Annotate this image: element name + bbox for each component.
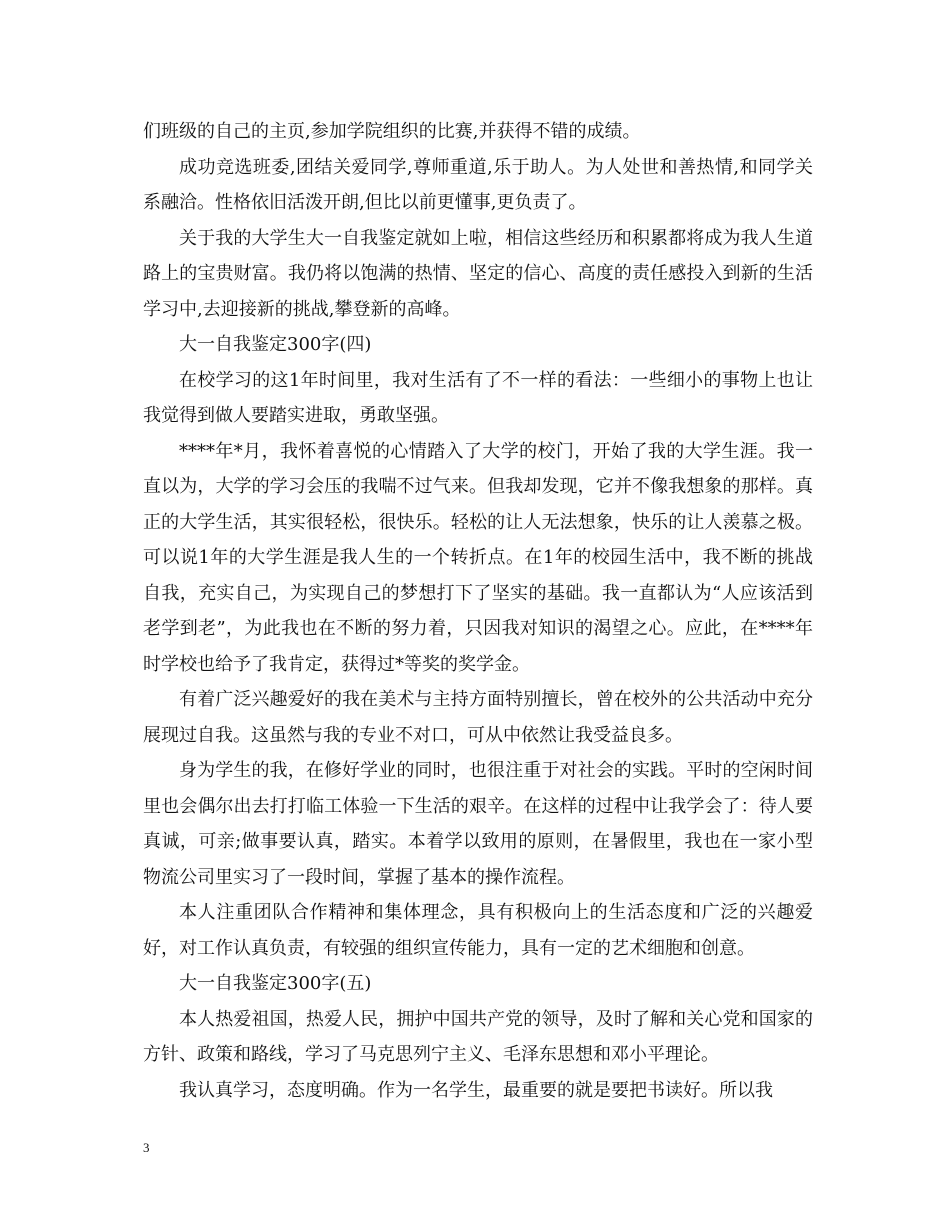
section-heading: 大一自我鉴定300字(五): [179, 973, 372, 994]
document-body: [143, 114, 813, 1108]
section-heading: 大一自我鉴定300字(四): [179, 334, 372, 355]
paragraph: 在校学习的这1年时间里，我对生活有了不一样的看法：一些细小的事物上也让我觉得到做人要踏实进取，勇敢坚强。: [143, 369, 813, 426]
page-number: 3: [143, 1140, 150, 1155]
paragraph: 本人热爱祖国，热爱人民，拥护中国共产党的领导，及时了解和关心党和国家的方针、政策和路线，学习了马克思列宁主义、毛泽东思想和邓小平理论。: [143, 1008, 813, 1065]
paragraph-continued: 们班级的自己的主页,参加学院组织的比赛,并获得不错的成绩。: [143, 121, 641, 142]
paragraph: 有着广泛兴趣爱好的我在美术与主持方面特别擅长，曾在校外的公共活动中充分展现过自我。这虽然与我的专业不对口，可从中依然让我受益良多。: [143, 689, 813, 746]
paragraph: 成功竞选班委,团结关爱同学,尊师重道,乐于助人。为人处世和善热情,和同学关系融洽。性格依旧活泼开朗,但比以前更懂事,更负责了。: [143, 156, 813, 213]
paragraph: 关于我的大学生大一自我鉴定就如上啦，相信这些经历和积累都将成为我人生道路上的宝贵财富。我仍将以饱满的热情、坚定的信心、高度的责任感投入到新的生活学习中,去迎接新的挑战,攀登新的高峰。: [143, 227, 813, 320]
paragraph: ****年*月，我怀着喜悦的心情踏入了大学的校门，开始了我的大学生涯。我一直以为，大学的学习会压的我喘不过气来。但我却发现，它并不像我想象的那样。真正的大学生活，其实很轻松，很快乐。轻松的让人无法想象，快乐的让人羡慕之极。可以说1年的大学生涯是我人生的一个转折点。在1年的校园生活中，我不断的挑战自我，充实自己，为实现自己的梦想打下了坚实的基础。我一直都认为“人应该活到老学到老”，为此我也在不断的努力着，只因我对知识的渴望之心。应此，在****年时学校也给予了我肯定，获得过*等奖的奖学金。: [143, 440, 813, 675]
paragraph: 我认真学习，态度明确。作为一名学生，最重要的就是要把书读好。所以我: [179, 1079, 773, 1101]
paragraph: 身为学生的我，在修好学业的同时，也很注重于对社会的实践。平时的空闲时间里也会偶尔出去打打临工体验一下生活的艰辛。在这样的过程中让我学会了：待人要真诚，可亲;做事要认真，踏实。本着学以致用的原则，在暑假里，我也在一家小型物流公司里实习了一段时间，掌握了基本的操作流程。: [143, 760, 813, 888]
paragraph: 本人注重团队合作精神和集体理念，具有积极向上的生活态度和广泛的兴趣爱好，对工作认真负责，有较强的组织宣传能力，具有一定的艺术细胞和创意。: [143, 902, 813, 959]
